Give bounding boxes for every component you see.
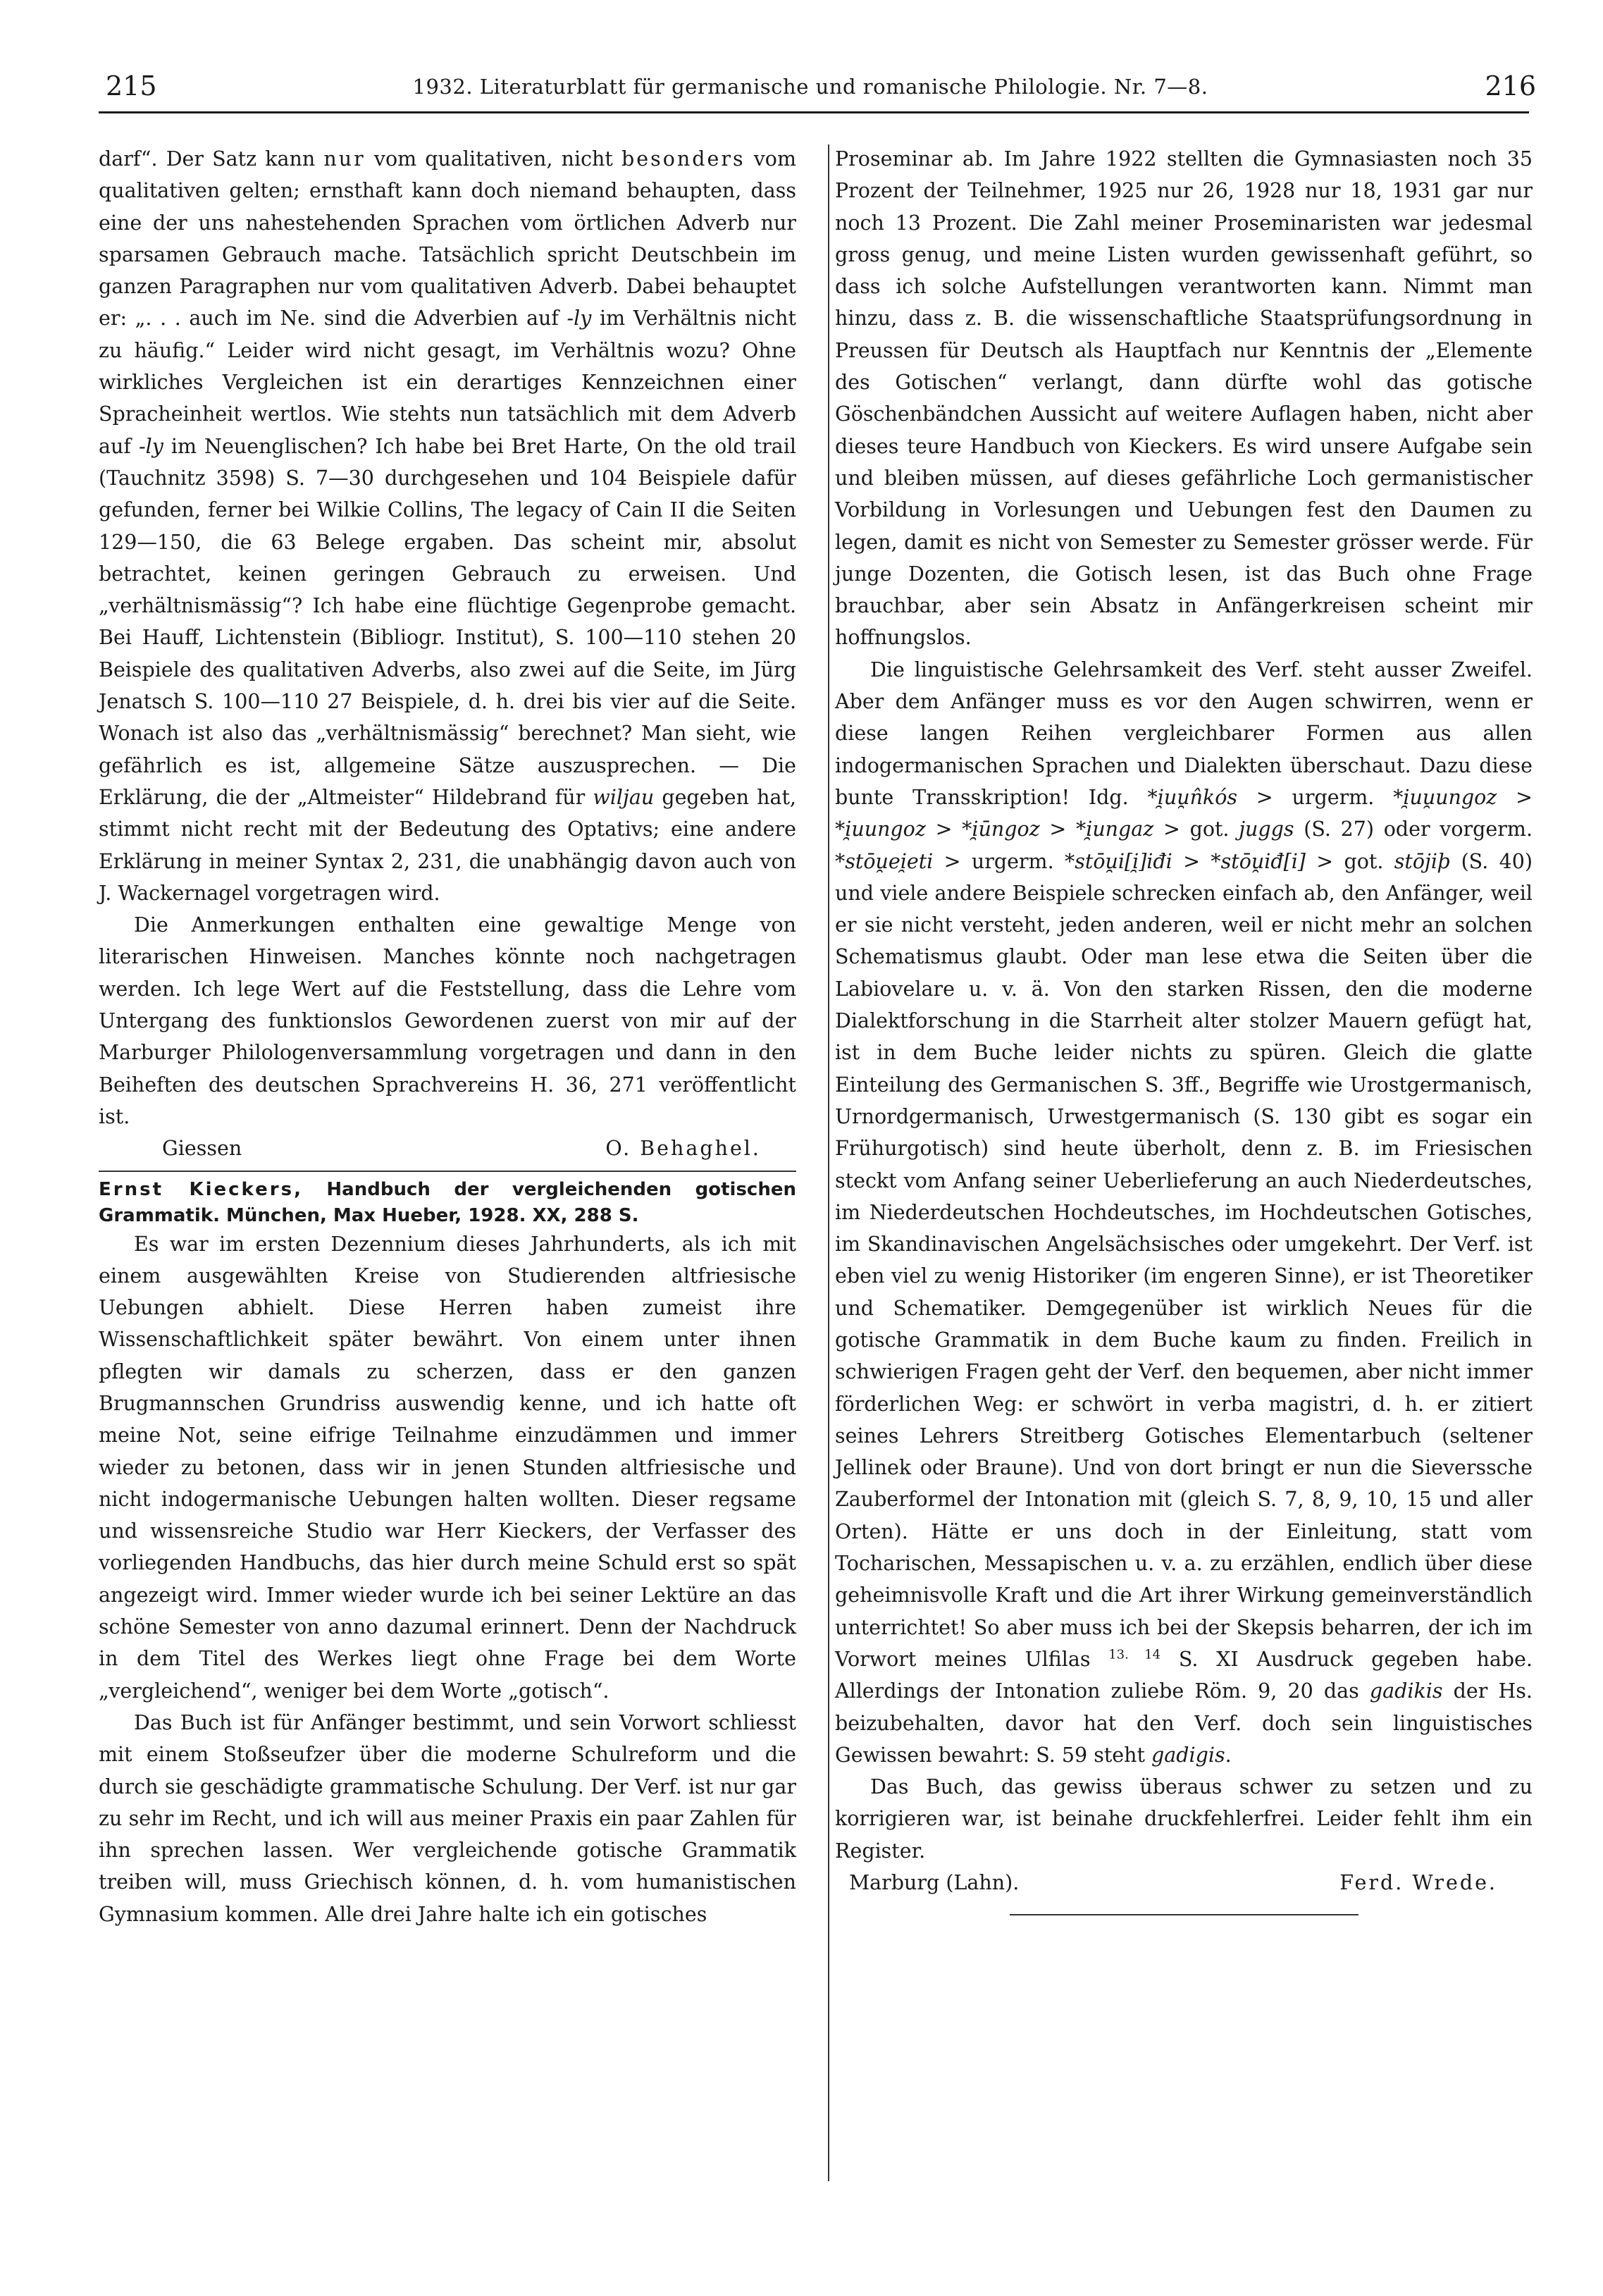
running-header (85, 70, 1536, 113)
signature (99, 1132, 796, 1164)
page-number-left: 215 (106, 70, 157, 101)
signature-place: Marburg (Lahn). (849, 1871, 1020, 1895)
header-rule (99, 111, 1529, 113)
paragraph: Die Anmerkungen enthalten eine gewaltige Menge von literarischen Hinweisen. Manches könnte noch nachgetragen werden. Ich lege Wert auf die Feststellung, dass die Lehre vom Untergang des funktionslos Gewordenen zuerst von mir auf der Marburger Philologenversammlung vorgetragen und dann in den Beiheften des deutschen Sprachvereins H. 36, 271 veröffentlicht ist. (99, 913, 796, 1128)
signature-name: Ferd. Wrede. (1339, 1871, 1497, 1895)
signature (835, 1867, 1533, 1899)
signature-name: O. Behaghel. (605, 1137, 761, 1161)
paragraph: Das Buch ist für Anfänger bestimmt, und sein Vorwort schliesst mit einem Stoßseufzer über die moderne Schulreform und die durch sie geschädigte grammatische Schulung. Der Verf. ist nur gar zu sehr im Recht, und ich will aus meiner Praxis ein paar Zahlen für ihn sprechen lassen. Wer vergleichende gotische Grammatik treiben will, muss Griechisch können, d. h. vom humanistischen Gymnasium kommen. Alle drei Jahre halte ich ein gotisches (99, 1710, 796, 1926)
paragraph: Die linguistische Gelehrsamkeit des Verf. steht ausser Zweifel. Aber dem Anfänger muss es vor den Augen schwirren, wenn er diese langen Reihen vergleichbarer Formen aus allen indogermanischen Sprachen und Dialekten überschaut. Dazu diese bunte Transskription! Idg. *i̯uu̯n̂kós > urgerm. *i̯uu̯ungoz > *i̯uungoz > *i̯ūngoz > *i̯ungaz > got. juggs (S. 27) oder vorgerm. *stōu̯ei̯eti > urgerm. *stōu̯i[i̯]iđi > *stōu̯iđ[i] > got. stōjiþ (S. 40) und viele andere Beispiele schrecken einfach ab, den Anfänger, weil er sie nicht versteht, jeden anderen, weil er nicht mehr an solchen Schematismus glaubt. Oder man lese etwa die Seiten über die Labiovelare u. v. ä. Von den starken Rissen, den die moderne Dialektforschung in die Starrheit alter stolzer Mauern gefügt hat, ist in dem Buche leider nichts zu spüren. Gleich die glatte Einteilung des Germanischen S. 3ff., Begriffe wie Urostgermanisch, Urnordgermanisch, Urwestgermanisch (S. 130 gibt es sogar ein Frühurgotisch) sind heute überholt, denn z. B. im Friesischen steckt vom Anfang seiner Ueberlieferung an auch Niederdeutsches, im Niederdeutschen Hochdeutsches, im Hochdeutschen Gotisches, im Skandinavischen Angelsächsisches oder umgekehrt. Der Verf. ist eben viel zu wenig Historiker (im engeren Sinne), er ist Theoretiker und Schematiker. Demgegenüber ist wirklich Neues für die gotische Grammatik in dem Buche kaum zu finden. Freilich in schwierigen Fragen geht der Verf. den bequemen, aber nicht immer förderlichen Weg: er schwört in verba magistri, d. h. er zitiert seines Lehrers Streitberg Gotisches Elementarbuch (seltener Jellinek oder Braune). Und von dort bringt er nun die Sieverssche Zauberformel der Intonation mit (gleich S. 7, 8, 9, 10, 15 und aller Orten). Hätte er uns doch in der Einleitung, statt vom Tocharischen, Messapischen u. v. a. zu erzählen, endlich über diese geheimnisvolle Kraft und die Art ihrer Wirkung gemeinverständlich unterrichtet! So aber muss ich bei der Skepsis beharren, der ich im Vorwort meines Ulfilas $^{13. 14}$ S. XI Ausdruck gegeben habe. Allerdings der Intonation zuliebe Röm. 9, 20 das gadikis der Hs. beizubehalten, davor hat den Verf. doch sein linguistisches Gewissen bewahrt: S. 59 steht gadigis. (835, 658, 1533, 1767)
section-divider (99, 1171, 796, 1172)
review-heading: Ernst Kieckers, Handbuch der vergleichenden gotischen Grammatik. München, Max Hueber, 1928. XX, 288 S. (99, 1178, 796, 1226)
paragraph: Proseminar ab. Im Jahre 1922 stellten die Gymnasiasten noch 35 Prozent der Teilnehmer, 1925 nur 26, 1928 nur 18, 1931 gar nur noch 13 Prozent. Die Zahl meiner Proseminaristen war jedesmal gross genug, und meine Listen wurden gewissenhaft geführt, so dass ich solche Aufstellungen verantworten kann. Nimmt man hinzu, dass z. B. die wissenschaftliche Staatsprüfungsordnung in Preussen für Deutsch als Hauptfach nur Kenntnis der „Elemente des Gotischen“ verlangt, dann dürfte wohl das gotische Göschenbändchen Aussicht auf weitere Auflagen haben, nicht aber dieses teure Handbuch von Kieckers. Es wird unsere Aufgabe sein und bleiben müssen, auf dieses gefährliche Loch germanistischer Vorbildung in Vorlesungen und Uebungen fest den Daumen zu legen, damit es nicht von Semester zu Semester grösser werde. Für junge Dozenten, die Gotisch lesen, ist das Buch ohne Frage brauchbar, aber sein Absatz in Anfängerkreisen scheint mir hoffnungslos. (835, 147, 1533, 650)
column-divider (828, 144, 829, 2181)
left-column (99, 143, 796, 1930)
journal-title: 1932. Literaturblatt für germanische und romanische Philologie. Nr. 7—8. (412, 75, 1208, 99)
right-column (835, 143, 1533, 1915)
page-number-right: 216 (1485, 70, 1536, 101)
paragraph: darf“. Der Satz kann nur vom qualitativen, nicht besonders vom qualitativen gelten; ernsthaft kann doch niemand behaupten, dass eine der uns nahestehenden Sprachen vom örtlichen Adverb nur sparsamen Gebrauch mache. Tatsächlich spricht Deutschbein im ganzen Paragraphen nur vom qualitativen Adverb. Dabei behauptet er: „. . . auch im Ne. sind die Adverbien auf -ly im Verhältnis nicht zu häufig.“ Leider wird nicht gesagt, im Verhältnis wozu? Ohne wirkliches Vergleichen ist ein derartiges Kennzeichnen einer Spracheinheit wertlos. Wie stehts nun tatsächlich mit dem Adverb auf -ly im Neuenglischen? Ich habe bei Bret Harte, On the old trail (Tauchnitz 3598) S. 7—30 durchgesehen und 104 Beispiele dafür gefunden, ferner bei Wilkie Collins, The legacy of Cain II die Seiten 129—150, die 63 Belege ergaben. Das scheint mir, absolut betrachtet, keinen geringen Gebrauch zu erweisen. Und „verhältnismässig“? Ich habe eine flüchtige Gegenprobe gemacht. Bei Hauff, Lichtenstein (Bibliogr. Institut), S. 100—110 stehen 20 Beispiele des qualitativen Adverbs, also zwei auf die Seite, im Jürg Jenatsch S. 100—110 27 Beispiele, d. h. drei bis vier auf die Seite. Wonach ist also das „verhältnismässig“ berechnet? Man sieht, wie gefährlich es ist, allgemeine Sätze auszusprechen. — Die Erklärung, die der „Altmeister“ Hildebrand für wiljau gegeben hat, stimmt nicht recht mit der Bedeutung des Optativs; eine andere Erklärung in meiner Syntax 2, 231, die unabhängig davon auch von J. Wackernagel vorgetragen wird. (99, 147, 796, 905)
end-rule (1010, 1914, 1358, 1915)
paragraph: Es war im ersten Dezennium dieses Jahrhunderts, als ich mit einem ausgewählten Kreise von Studierenden altfriesische Uebungen abhielt. Diese Herren haben zumeist ihre Wissenschaftlichkeit später bewährt. Von einem unter ihnen pflegten wir damals zu scherzen, dass er den ganzen Brugmannschen Grundriss auswendig kenne, und ich hatte oft meine Not, seine eifrige Teilnahme einzudämmen und immer wieder zu betonen, dass wir in jenen Stunden altfriesische und nicht indogermanische Uebungen halten wollten. Dieser regsame und wissensreiche Studio war Herr Kieckers, der Verfasser des vorliegenden Handbuchs, das hier durch meine Schuld erst so spät angezeigt wird. Immer wieder wurde ich bei seiner Lektüre an das schöne Semester von anno dazumal erinnert. Denn der Nachdruck in dem Titel des Werkes liegt ohne Frage bei dem Worte „vergleichend“, weniger bei dem Worte „gotisch“. (99, 1232, 796, 1703)
signature-place: Giessen (162, 1137, 242, 1161)
paragraph: Das Buch, das gewiss überaus schwer zu setzen und zu korrigieren war, ist beinahe druckfehlerfrei. Leider fehlt ihm ein Register. (835, 1775, 1533, 1863)
